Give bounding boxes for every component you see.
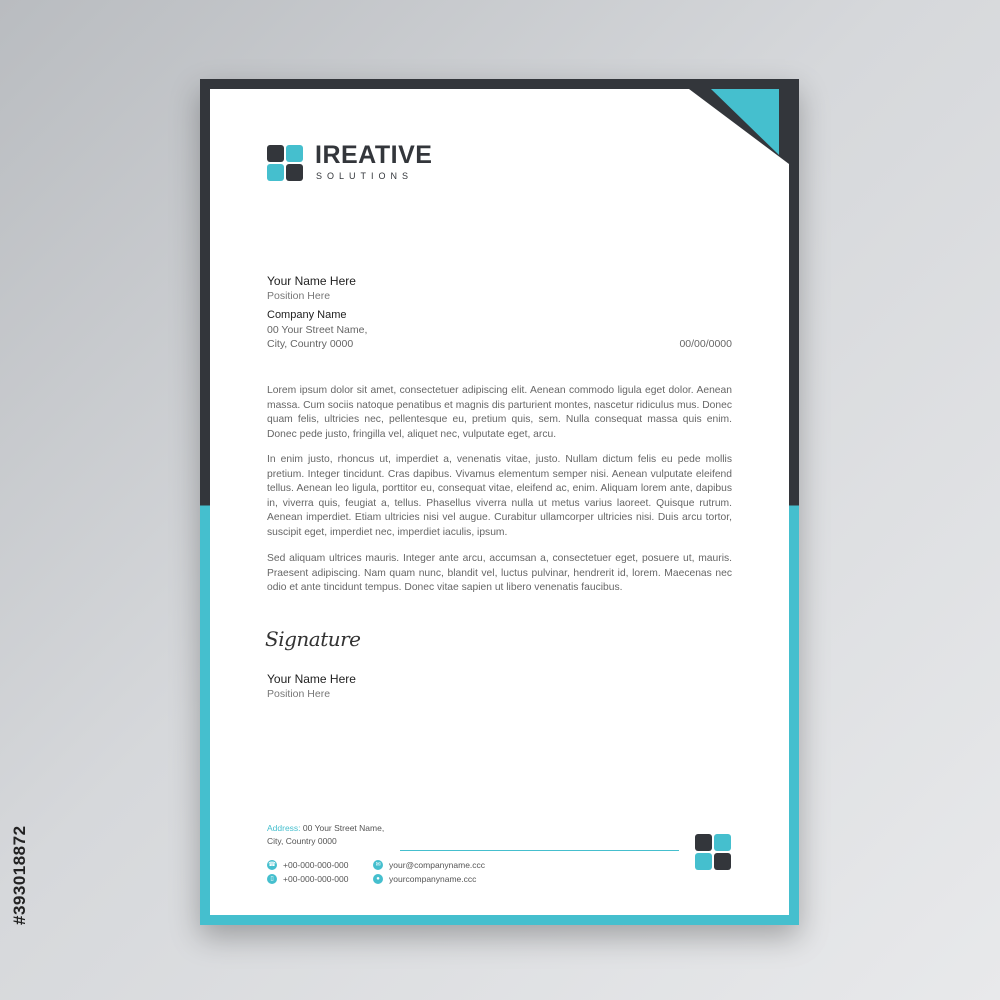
recipient-city: City, Country 0000 — [267, 338, 354, 350]
brand-logo-icon — [267, 145, 303, 181]
body-paragraph-3: Sed aliquam ultrices mauris. Integer ante arcu, accumsan a, consectetuer eget, posuere ut, mauris. Praesent adipiscing. Nam quam nunc, blandit vel, luctus pulvinar, hendrerit id, lorem. Maecenas nec odio et ante tincidunt tempus. Donec vitae sapien ut libero venenatis faucibus. — [267, 553, 732, 593]
letter-date: 00/00/0000 — [679, 338, 732, 350]
letterhead-page — [210, 89, 789, 915]
recipient-street: 00 Your Street Name, — [267, 324, 368, 336]
brand-tagline: SOLUTIONS — [316, 171, 414, 181]
footer-mobile: +00-000-000-000 — [283, 874, 349, 884]
footer-email: your@companyname.ccc — [389, 860, 486, 870]
footer-phone: +00-000-000-000 — [283, 860, 349, 870]
footer-address-label: Address: — [267, 823, 301, 833]
footer-logo-icon — [695, 834, 731, 870]
signature-script: Signature — [265, 627, 361, 651]
footer-divider — [400, 850, 679, 851]
email-icon: ✉ — [373, 860, 383, 870]
sender-name: Your Name Here — [267, 274, 356, 288]
recipient-company: Company Name — [267, 309, 347, 321]
footer-address — [267, 823, 384, 833]
letterhead-frame — [200, 79, 799, 925]
corner-accent — [689, 89, 789, 164]
body-paragraph-1: Lorem ipsum dolor sit amet, consectetuer adipiscing elit. Aenean commodo ligula eget dolor. Aenean massa. Cum sociis natoque penatibus et magnis dis parturient montes, nascetur ridiculus mus. Donec quam felis, ultricies nec, pellentesque eu, pretium quis, sem. Nulla consequat massa quis enim. Donec pede justo, fringilla vel, aliquet nec, vulputate eget, arcu. — [267, 385, 732, 440]
sender-position: Position Here — [267, 290, 331, 302]
brand-name: IREATIVE — [315, 141, 433, 169]
stock-id: #393018872 — [10, 825, 29, 925]
signature-position: Position Here — [267, 688, 331, 700]
phone-icon: ☎ — [268, 862, 276, 868]
footer-website: yourcompanyname.ccc — [389, 874, 477, 884]
signature-name: Your Name Here — [267, 672, 356, 686]
footer-address-line2: City, Country 0000 — [267, 836, 337, 846]
footer-address-line1: 00 Your Street Name, — [302, 823, 385, 833]
globe-icon: ● — [373, 874, 383, 884]
body-paragraph-2: In enim justo, rhoncus ut, imperdiet a, venenatis vitae, justo. Nullam dictum felis eu pede mollis pretium. Integer tincidunt. Cras dapibus. Vivamus elementum semper nisi. Aenean vulputate eleifend tellus. Aenean leo ligula, porttitor eu, consequat vitae, eleifend ac, enim. Aliquam lorem ante, dapibus in, viverra quis, feugiat a, tellus. Phasellus viverra nulla ut metus varius laoreet. Quisque rutrum. Aenean imperdiet. Etiam ultricies nisi vel augue. Curabitur ullamcorper ultricies nisi. Duis arcu tortor, suscipit eget, imperdiet nec, imperdiet iaculis, ipsum. — [267, 454, 732, 538]
mobile-icon: ▯ — [267, 874, 277, 884]
